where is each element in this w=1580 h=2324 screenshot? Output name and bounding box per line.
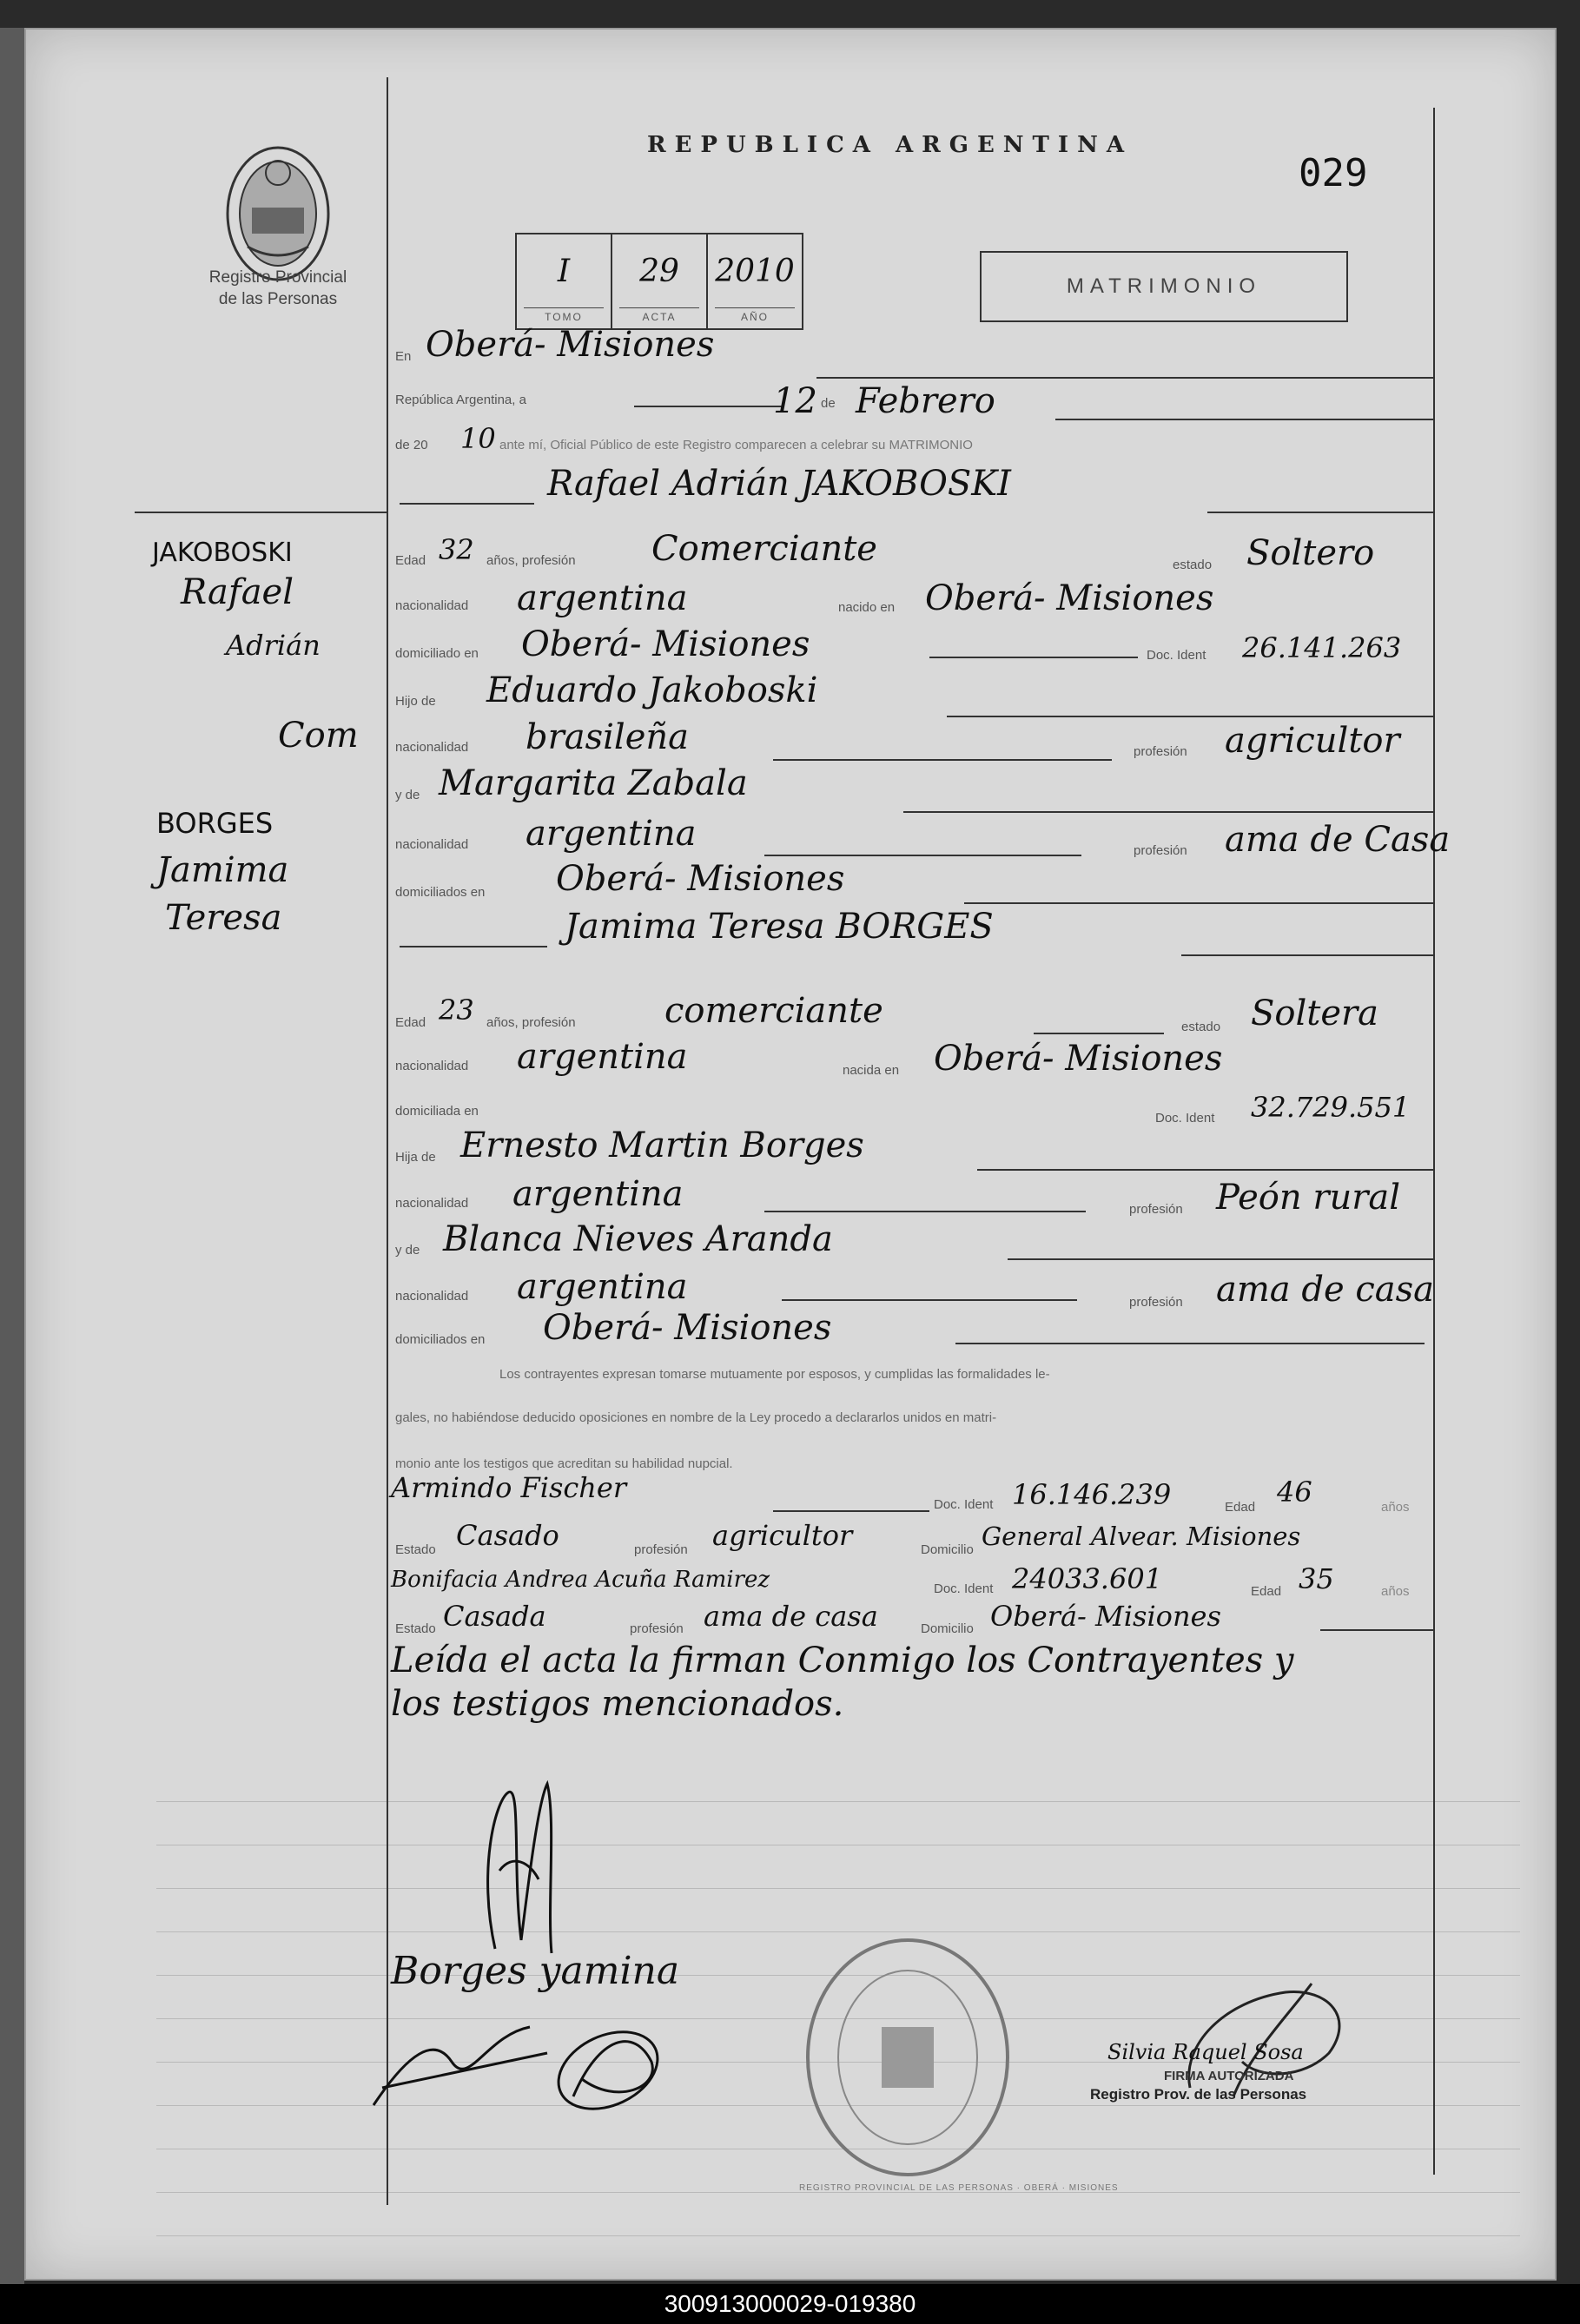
groom-signature: [460, 1766, 582, 1966]
fill-line: [955, 1343, 1425, 1344]
label-profesion-3: profesión: [1129, 1202, 1183, 1217]
right-border: [1433, 108, 1435, 2175]
label-estado-w1: Estado: [395, 1542, 436, 1557]
official-title: FIRMA AUTORIZADA: [1164, 2069, 1294, 2083]
fill-line: [400, 503, 534, 505]
fill-line: [816, 377, 1433, 379]
label-nacionalidad: nacionalidad: [395, 598, 469, 613]
groom-mother-nat: argentina: [526, 814, 697, 854]
bride-father: Ernesto Martin Borges: [460, 1126, 864, 1165]
fill-line: [1181, 954, 1433, 956]
label-doc-ident: Doc. Ident: [1147, 648, 1206, 663]
label-nacionalidad-2: nacionalidad: [395, 740, 469, 755]
province-seal-icon: [221, 142, 334, 286]
acta-label: ACTA: [619, 307, 699, 323]
fill-line: [964, 902, 1433, 904]
groom-profession: Comerciante: [651, 529, 877, 569]
acta-value: 29: [639, 254, 679, 289]
final-statement-2: los testigos mencionados.: [391, 1684, 844, 1724]
margin-divider: [387, 77, 388, 2205]
record-index-boxes: [515, 233, 803, 330]
footer-bar: [0, 2284, 1580, 2324]
fill-line: [773, 759, 1112, 761]
bride-parents-domicile: Oberá- Misiones: [543, 1308, 832, 1348]
label-doc-ident-w1: Doc. Ident: [934, 1497, 994, 1512]
label-en: En: [395, 349, 412, 364]
closing-text-1: Los contrayentes expresan tomarse mutuamente por esposos, y cumplidas las formalidades le-: [499, 1367, 1050, 1382]
label-nacionalidad-6: nacionalidad: [395, 1289, 469, 1304]
label-domiciliado: domiciliado en: [395, 646, 479, 661]
official-name: Silvia Raquel Sosa: [1107, 2040, 1304, 2064]
label-anos-prof: años, profesión: [486, 553, 576, 568]
book-spine: [0, 28, 24, 2286]
label-profesion-2: profesión: [1134, 843, 1187, 858]
witness1-status: Casado: [456, 1519, 559, 1552]
margin-groom-surname: JAKOBOSKI: [152, 538, 293, 568]
margin-groom-name2: Adrián: [226, 629, 321, 662]
label-estado-2: estado: [1181, 1020, 1221, 1034]
bride-father-prof: Peón rural: [1216, 1178, 1400, 1218]
margin-bride-surname: BORGES: [156, 807, 274, 840]
fill-line: [634, 406, 782, 407]
closing-text-3: monio ante los testigos que acreditan su habilidad nupcial.: [395, 1456, 733, 1471]
label-anos-w1: años: [1381, 1500, 1410, 1515]
groom-father: Eduardo Jakoboski: [486, 670, 818, 710]
label-nacionalidad-4: nacionalidad: [395, 1059, 469, 1073]
registry-name-line2: de las Personas: [218, 290, 338, 308]
anio-value: 2010: [715, 254, 795, 289]
label-domiciliados: domiciliados en: [395, 885, 486, 900]
witness1-age: 46: [1277, 1476, 1312, 1509]
label-nacida: nacida en: [843, 1063, 900, 1078]
witness-signatures: [356, 2001, 721, 2123]
fill-line: [1008, 1258, 1433, 1260]
bride-profession: comerciante: [664, 991, 883, 1031]
stamp-text: REGISTRO PROVINCIAL DE LAS PERSONAS · OBERÁ · MISIONES: [799, 2183, 1119, 2193]
witness2-name: Bonifacia Andrea Acuña Ramirez: [391, 1567, 770, 1593]
label-doc-ident-w2: Doc. Ident: [934, 1581, 994, 1596]
bride-status: Soltera: [1251, 994, 1378, 1033]
fill-line: [764, 1211, 1086, 1212]
label-hijo: Hijo de: [395, 694, 436, 709]
groom-domicile: Oberá- Misiones: [521, 624, 810, 664]
day: 12: [773, 381, 817, 421]
anio-label: AÑO: [715, 307, 795, 323]
official-signature: [1155, 1966, 1372, 2105]
registry-name-line1: Registro Provincial: [208, 268, 347, 287]
place: Oberá- Misiones: [426, 325, 715, 365]
ruled-line: [156, 1801, 1520, 1802]
label-doc-ident-2: Doc. Ident: [1155, 1111, 1215, 1126]
label-profesion-4: profesión: [1129, 1295, 1183, 1310]
barcode-text: 300913000029-019380: [664, 2290, 916, 2317]
acta-box: [612, 234, 708, 328]
groom-doc: 26.141.263: [1242, 631, 1402, 664]
closing-text-2: gales, no habiéndose deducido oposiciones en nombre de la Ley procedo a declararlos unidos en matri-: [395, 1410, 997, 1425]
tomo-value: I: [557, 254, 571, 289]
label-republica: República Argentina, a: [395, 393, 526, 407]
fill-line: [773, 1510, 929, 1512]
label-domicilio-w1: Domicilio: [921, 1542, 974, 1557]
ruled-line: [156, 1888, 1520, 1889]
margin-groom-name1: Rafael: [181, 572, 294, 612]
fill-line: [947, 716, 1433, 717]
witness1-name: Armindo Fischer: [391, 1471, 627, 1504]
label-estado: estado: [1173, 558, 1213, 572]
margin-separator: [135, 512, 387, 513]
tomo-label: TOMO: [524, 307, 604, 323]
tomo-box: [517, 234, 612, 328]
bride-mother: Blanca Nieves Aranda: [443, 1219, 833, 1259]
official-stamp: [799, 1931, 1016, 2183]
ruled-line: [156, 2235, 1520, 2236]
label-domicilio-w2: Domicilio: [921, 1621, 974, 1636]
witness2-prof: ama de casa: [704, 1600, 878, 1633]
fill-line: [1320, 1629, 1433, 1631]
label-edad-w2: Edad: [1251, 1584, 1282, 1599]
bride-doc: 32.729.551: [1251, 1091, 1411, 1124]
groom-mother-prof: ama de Casa: [1225, 820, 1451, 860]
label-yde-2: y de: [395, 1243, 420, 1258]
fill-line: [782, 1299, 1077, 1301]
margin-connector: Com: [278, 716, 359, 756]
label-anos-prof-2: años, profesión: [486, 1015, 576, 1030]
bride-mother-prof: ama de casa: [1216, 1270, 1434, 1310]
witness1-doc: 16.146.239: [1012, 1478, 1172, 1511]
fill-line: [400, 946, 547, 947]
label-yde: y de: [395, 788, 420, 802]
anio-box: [708, 234, 802, 328]
label-ante: ante mí, Oficial Público de este Registro comparecen a celebrar su MATRIMONIO: [499, 438, 973, 452]
bride-nationality: argentina: [517, 1037, 688, 1077]
label-edad-w1: Edad: [1225, 1500, 1256, 1515]
witness2-status: Casada: [443, 1600, 546, 1633]
page-number: 029: [1299, 151, 1368, 195]
groom-mother: Margarita Zabala: [439, 763, 748, 803]
label-profesion-w1: profesión: [634, 1542, 688, 1557]
groom-birthplace: Oberá- Misiones: [925, 578, 1214, 618]
label-edad: Edad: [395, 553, 426, 568]
bride-full-name: Jamima Teresa BORGES: [565, 907, 994, 947]
witness2-age: 35: [1299, 1562, 1334, 1595]
label-domiciliados-2: domiciliados en: [395, 1332, 486, 1347]
label-profesion: profesión: [1134, 744, 1187, 759]
document-page: [24, 28, 1557, 2281]
groom-parents-domicile: Oberá- Misiones: [556, 859, 845, 899]
label-nacionalidad-3: nacionalidad: [395, 837, 469, 852]
label-de: de: [821, 396, 836, 411]
label-domiciliada: domiciliada en: [395, 1104, 479, 1119]
label-de20: de 20: [395, 438, 428, 452]
official-registry: Registro Prov. de las Personas: [1090, 2086, 1307, 2103]
fill-line: [1055, 419, 1433, 420]
year-suffix: 10: [460, 422, 496, 455]
month: Febrero: [856, 381, 995, 421]
bride-birthplace: Oberá- Misiones: [934, 1039, 1223, 1079]
witness2-domicile: Oberá- Misiones: [990, 1600, 1221, 1633]
label-nacido: nacido en: [838, 600, 896, 615]
bride-signature: Borges yamina: [391, 1949, 680, 1993]
groom-nationality: argentina: [517, 578, 688, 618]
bride-father-nat: argentina: [512, 1174, 684, 1214]
witness2-doc: 24033.601: [1012, 1562, 1163, 1595]
groom-father-nat: brasileña: [526, 717, 689, 757]
label-profesion-w2: profesión: [630, 1621, 684, 1636]
bride-age: 23: [439, 994, 474, 1027]
fill-line: [903, 811, 1433, 813]
witness1-domicile: General Alvear. Misiones: [982, 1522, 1301, 1551]
witness1-prof: agricultor: [712, 1519, 853, 1552]
groom-age: 32: [439, 533, 474, 566]
margin-bride-name1: Jamima: [156, 850, 289, 890]
fill-line: [1034, 1033, 1164, 1034]
country-heading: REPUBLICA ARGENTINA: [647, 132, 1134, 158]
groom-full-name: Rafael Adrián JAKOBOSKI: [547, 464, 1011, 504]
label-hija: Hija de: [395, 1150, 436, 1165]
fill-line: [977, 1169, 1433, 1171]
label-edad-2: Edad: [395, 1015, 426, 1030]
fill-line: [929, 657, 1138, 658]
groom-father-prof: agricultor: [1225, 721, 1400, 761]
bride-mother-nat: argentina: [517, 1267, 688, 1307]
document-type-box: MATRIMONIO: [980, 251, 1348, 322]
label-nacionalidad-5: nacionalidad: [395, 1196, 469, 1211]
label-estado-w2: Estado: [395, 1621, 436, 1636]
label-anos-w2: años: [1381, 1584, 1410, 1599]
margin-bride-name2: Teresa: [165, 898, 282, 938]
fill-line: [764, 855, 1081, 856]
final-statement-1: Leída el acta la firman Conmigo los Contrayentes y: [391, 1641, 1294, 1680]
groom-status: Soltero: [1246, 533, 1375, 573]
fill-line: [1207, 512, 1433, 513]
